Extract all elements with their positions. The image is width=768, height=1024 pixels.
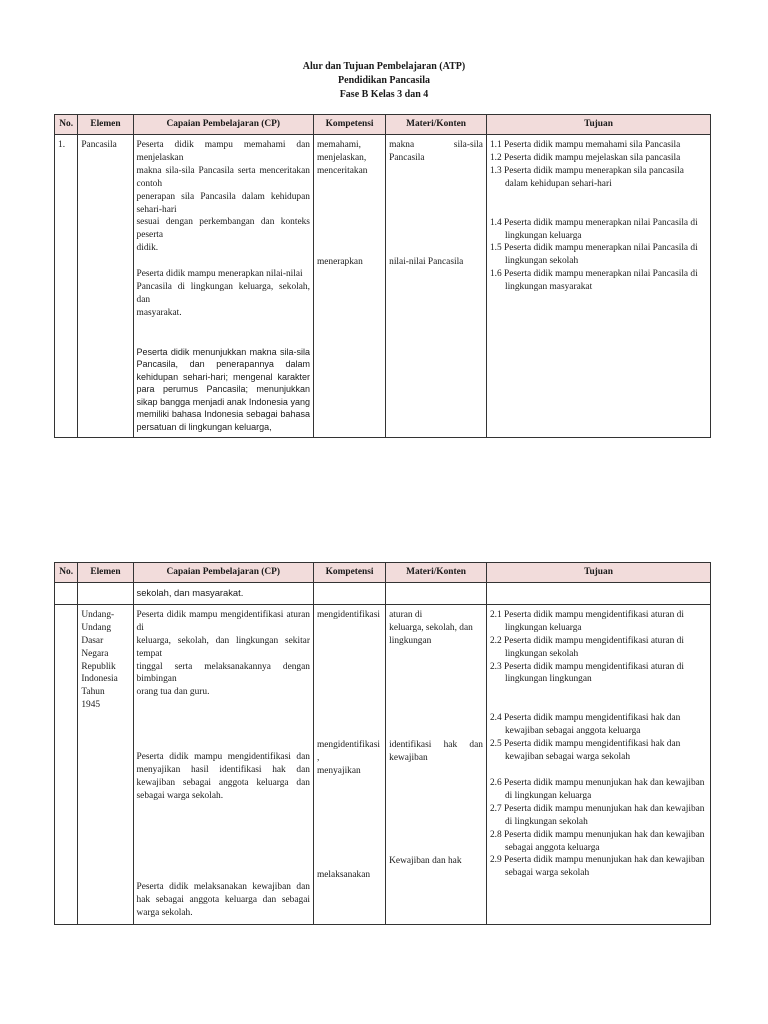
tujuan-item: 1.2 Peserta didik mampu mejelaskan sila pancasila xyxy=(489,152,681,163)
header-tujuan: Tujuan xyxy=(486,115,710,135)
title-line-3: Fase B Kelas 3 dan 4 xyxy=(339,89,429,100)
cell-elemen: Undang- Undang Dasar Negara Republik Indonesia Tahun 1945 xyxy=(78,604,133,924)
cell-tujuan xyxy=(486,604,710,924)
cell-cp xyxy=(133,135,313,438)
header-kompetensi: Kompetensi xyxy=(313,115,385,135)
atp-table-2 xyxy=(54,562,711,925)
table-row xyxy=(55,135,711,438)
tujuan-item: 1.5 Peserta didik mampu menerapkan nilai Pancasila di lingkungan sekolah xyxy=(489,243,698,267)
tujuan-item: 1.1 Peserta didik mampu memahami sila Pancasila xyxy=(489,140,681,150)
tujuan-item: 2.5 Peserta didik mampu mengidentifikasi hak dan kewajiban sebagai warga sekolah xyxy=(489,739,681,763)
cp-text-3: Peserta didik menunjukkan makna sila-sila Pancasila, dan penerapannya dalam kehidupan sehari-hari; mengenal karakter para perumus Pancasila; menunjukkan sikap bangga menjadi anak Indonesia yang memiliki bahasa Indonesia sebagai bahasa persatuan di lingkungan keluarga, xyxy=(136,346,310,432)
title-line-2: Pendidikan Pancasila xyxy=(338,75,430,86)
materi-text-1: makna sila-sila Pancasila xyxy=(389,140,483,163)
cp-text-2: Peserta didik mampu menerapkan nilai-nilai Pancasila di lingkungan keluarga, sekolah, dan masyarakat. xyxy=(136,269,310,318)
materi-text-2: nilai-nilai Pancasila xyxy=(389,256,464,267)
cp-text-3: Peserta didik melaksanakan kewajiban dan hak sebagai anggota keluarga dan sebagai warga sekolah. xyxy=(136,881,310,918)
table-header-row xyxy=(55,115,711,135)
kompetensi-text-1: mengidentifikasi xyxy=(316,609,380,620)
tujuan-item: 2.8 Peserta didik mampu menunjukan hak dan kewajiban sebagai anggota keluarga xyxy=(489,829,705,853)
cp-text-1: Peserta didik mampu memahami dan menjelaskan makna sila-sila Pancasila serta menceritakan contoh penerapan sila Pancasila dalam kehidupan sehari-hari sesuai dengan perkembangan dan konteks peserta didik. xyxy=(136,140,310,254)
tujuan-item: 2.3 Peserta didik mampu mengidentifikasi aturan di lingkungan lingkungan xyxy=(489,661,684,685)
table-row xyxy=(55,604,711,924)
table-row-continuation xyxy=(55,583,711,605)
materi-text-2: identifikasi hak dan kewajiban xyxy=(389,739,483,763)
tujuan-item: 2.6 Peserta didik mampu menunjukan hak dan kewajiban di lingkungan keluarga xyxy=(489,777,705,801)
tujuan-item: 2.9 Peserta didik mampu menunjukan hak dan kewajiban sebagai warga sekolah xyxy=(489,855,705,879)
tujuan-item: 1.3 Peserta didik mampu menerapkan sila pancasila dalam kehidupan sehari-hari xyxy=(489,165,684,189)
cell-elemen: Pancasila xyxy=(78,135,133,438)
tujuan-item: 2.2 Peserta didik mampu mengidentifikasi aturan di lingkungan sekolah xyxy=(489,635,684,659)
cell-materi xyxy=(386,604,487,924)
header-elemen: Elemen xyxy=(78,115,133,135)
cp-text-2: Peserta didik mampu mengidentifikasi dan menyajikan hasil identifikasi hak dan kewajiban sebagai anggota keluarga dan sebagai warga sekolah. xyxy=(136,752,310,801)
header-tujuan: Tujuan xyxy=(486,563,710,583)
title-line-1: Alur dan Tujuan Pembelajaran (ATP) xyxy=(302,61,466,72)
kompetensi-text-2: mengidentifikasi , menyajikan xyxy=(316,739,380,776)
cp-continuation-text: sekolah, dan masyarakat. xyxy=(133,583,313,605)
header-cp: Capaian Pembelajaran (CP) xyxy=(133,563,313,583)
tujuan-item: 2.7 Peserta didik mampu menunjukan hak dan kewajiban di lingkungan sekolah xyxy=(489,803,705,827)
tujuan-item: 1.4 Peserta didik mampu menerapkan nilai Pancasila di lingkungan keluarga xyxy=(489,217,698,241)
header-kompetensi: Kompetensi xyxy=(313,563,385,583)
header-no: No. xyxy=(55,563,78,583)
materi-text-3: Kewajiban dan hak xyxy=(389,856,462,867)
tujuan-item: 2.4 Peserta didik mampu mengidentifikasi hak dan kewajiban sebagai anggota keluarga xyxy=(489,713,681,737)
cell-no: 1. xyxy=(55,135,78,438)
kompetensi-text-1: memahami, menjelaskan, menceritakan xyxy=(316,140,368,176)
cell-tujuan xyxy=(486,135,710,438)
header-no: No. xyxy=(55,115,78,135)
cell-cp xyxy=(133,604,313,924)
cell-kompetensi xyxy=(313,135,385,438)
materi-text-1: aturan di keluarga, sekolah, dan lingkungan xyxy=(389,609,473,646)
header-materi: Materi/Konten xyxy=(386,563,487,583)
kompetensi-text-3: melaksanakan xyxy=(316,869,371,880)
document-title xyxy=(0,60,768,102)
tujuan-item: 2.1 Peserta didik mampu mengidentifikasi aturan di lingkungan keluarga xyxy=(489,609,684,633)
cell-materi xyxy=(386,135,487,438)
header-elemen: Elemen xyxy=(78,563,133,583)
cell-kompetensi xyxy=(313,604,385,924)
table-header-row xyxy=(55,563,711,583)
cp-text-1: Peserta didik mampu mengidentifikasi aturan di keluarga, sekolah, dan lingkungan sekitar tempat tinggal serta melaksanakannya dengan bimbingan orang tua dan guru. xyxy=(136,609,310,698)
kompetensi-text-2: menerapkan xyxy=(316,256,363,267)
header-cp: Capaian Pembelajaran (CP) xyxy=(133,115,313,135)
tujuan-item: 1.6 Peserta didik mampu menerapkan nilai Pancasila di lingkungan masyarakat xyxy=(489,269,698,293)
atp-table-1 xyxy=(54,114,711,438)
header-materi: Materi/Konten xyxy=(386,115,487,135)
